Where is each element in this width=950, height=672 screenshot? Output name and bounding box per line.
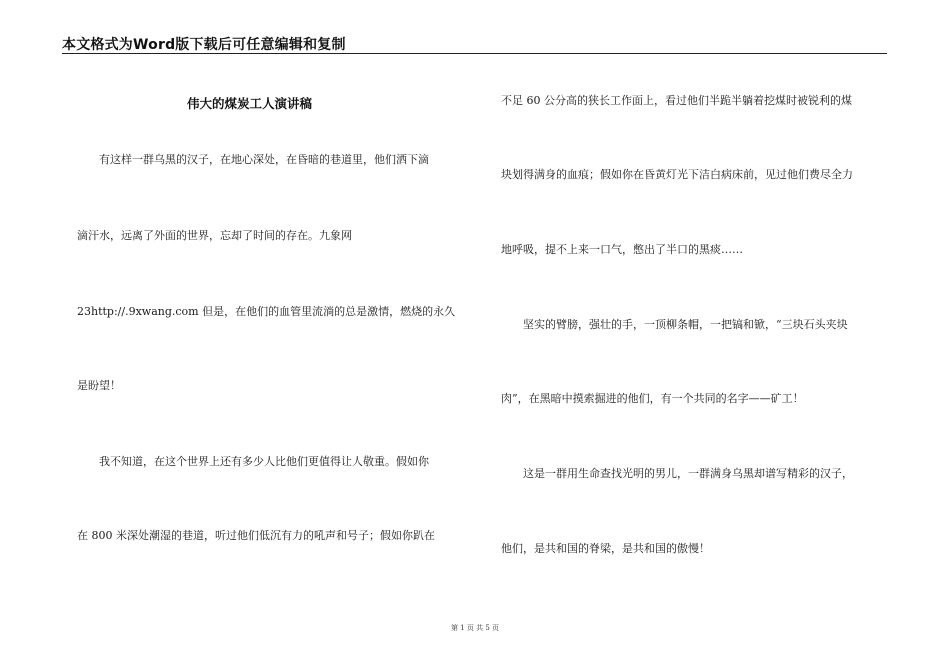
paragraph-line: 块划得满身的血痕；假如你在昏黄灯光下洁白病床前，见过他们费尽全力 (501, 168, 853, 181)
paragraph-line: 坚实的臂膀，强壮的手，一顶柳条帽，一把镐和锨，“三块石头夹块 (523, 318, 848, 331)
paragraph-line: 有这样一群乌黑的汉子，在地心深处，在昏暗的巷道里，他们洒下滴 (99, 153, 429, 166)
paragraph-line: 我不知道，在这个世界上还有多少人比他们更值得让人敬重。假如你 (99, 455, 429, 468)
header-divider (62, 53, 887, 54)
paragraph-line: 他们，是共和国的脊梁，是共和国的傲慢！ (501, 542, 710, 555)
document-header: 本文格式为Word版下载后可任意编辑和复制 (62, 37, 346, 53)
document-title: 伟大的煤炭工人演讲稿 (187, 96, 313, 111)
paragraph-line: 这是一群用生命查找光明的男儿，一群满身乌黑却谱写精彩的汉子， (523, 467, 853, 480)
paragraph-line: 肉”，在黑暗中摸索掘进的他们，有一个共同的名字——矿工！ (501, 392, 804, 405)
paragraph-line: 滴汗水，远离了外面的世界，忘却了时间的存在。九象网 (77, 229, 352, 242)
page-number: 第 1 页 共 5 页 (450, 624, 500, 632)
paragraph-line: 地呼吸，提不上来一口气，憋出了半口的黑痰…… (501, 243, 743, 256)
paragraph-line: 不足 60 公分高的狭长工作面上，看过他们半跪半躺着挖煤时被锐利的煤 (501, 94, 852, 107)
paragraph-line: 是盼望！ (77, 379, 121, 392)
paragraph-line: 23http://.9xwang.com 但是，在他们的血管里流淌的总是激情，燃烧的永久 (77, 305, 456, 318)
paragraph-line: 在 800 米深处潮湿的巷道，听过他们低沉有力的吼声和号子；假如你趴在 (77, 529, 435, 542)
